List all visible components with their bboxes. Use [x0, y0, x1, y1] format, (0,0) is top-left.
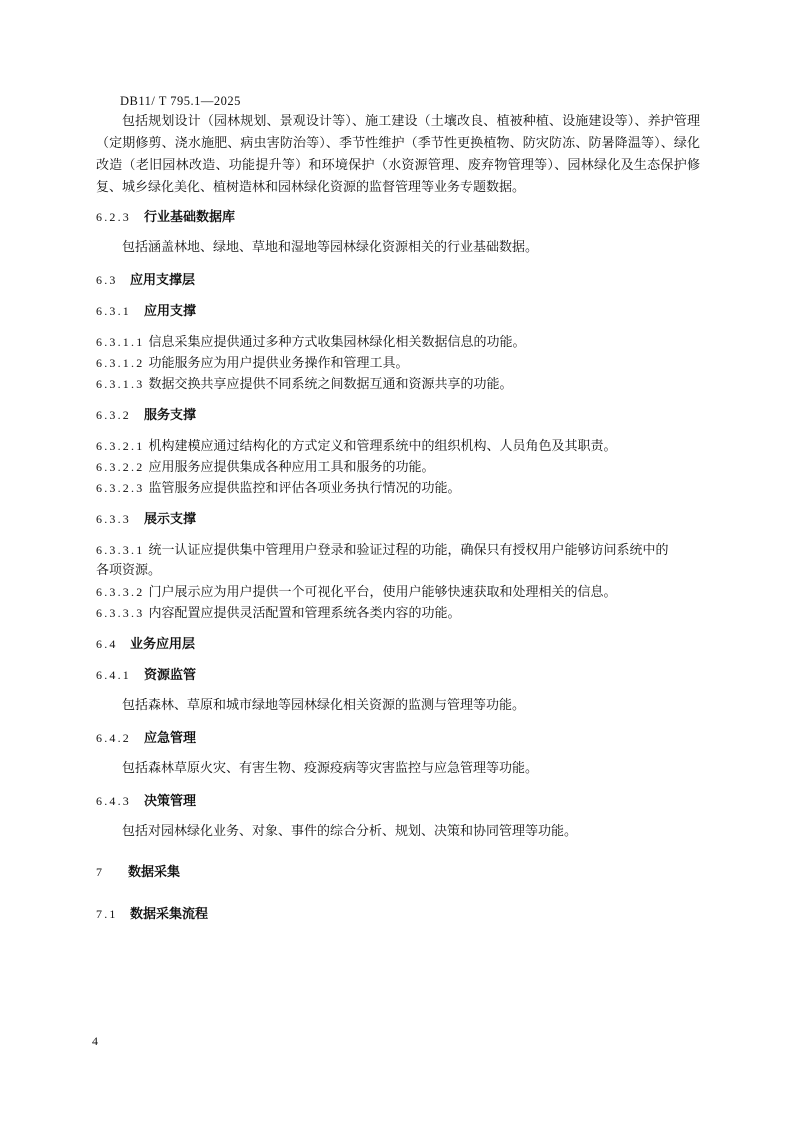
section-6-2-3-body: 包括涵盖林地、绿地、草地和湿地等园林绿化资源相关的行业基础数据。 — [122, 240, 539, 255]
clause-text: 应用服务应提供集成各种应用工具和服务的功能。 — [148, 460, 435, 475]
section-title: 数据采集流程 — [130, 907, 209, 922]
section-6-4-1-heading — [96, 664, 196, 687]
clause-text: 数据交换共享应提供不同系统之间数据互通和资源共享的功能。 — [148, 377, 513, 392]
clause-6-3-3-1-continuation: 各项资源。 — [96, 563, 162, 578]
clause-number: 6.3.1.3 — [96, 377, 145, 391]
section-number: 6.4.1 — [96, 668, 131, 682]
clause-6-3-1-2 — [96, 352, 706, 375]
clause-number: 6.3.1.1 — [96, 335, 145, 349]
section-number: 6.4.3 — [96, 794, 131, 808]
standard-code: DB11/ T 795.1—2025 — [120, 94, 241, 108]
clause-6-3-1-3 — [96, 373, 706, 396]
section-number: 6.3.3 — [96, 512, 131, 526]
section-number: 7.1 — [96, 907, 118, 921]
section-6-4-2-body: 包括森林草原火灾、有害生物、疫源疫病等灾害监控与应急管理等功能。 — [122, 761, 539, 776]
section-title: 应急管理 — [144, 731, 197, 746]
clause-6-3-3-2 — [96, 581, 706, 604]
clause-text: 内容配置应提供灵活配置和管理系统各类内容的功能。 — [148, 606, 461, 621]
section-6-3-2-heading — [96, 404, 196, 427]
clause-6-3-3-1 — [96, 539, 706, 562]
clause-number: 6.3.3.2 — [96, 585, 145, 599]
clause-6-3-1-1 — [96, 331, 706, 354]
section-6-4-1-body: 包括森林、草原和城市绿地等园林绿化相关资源的监测与管理等功能。 — [122, 698, 526, 713]
clause-number: 6.3.3.1 — [96, 543, 145, 557]
section-6-4-2-heading — [96, 727, 196, 750]
clause-text: 统一认证应提供集中管理用户登录和验证过程的功能，确保只有授权用户能够访问系统中的 — [148, 543, 669, 558]
clause-text: 功能服务应为用户提供业务操作和管理工具。 — [148, 356, 409, 371]
clause-number: 6.3.1.2 — [96, 356, 145, 370]
section-number: 6.4.2 — [96, 731, 131, 745]
section-number: 6.4 — [96, 637, 118, 651]
section-title: 业务应用层 — [130, 637, 196, 652]
section-7-heading — [96, 861, 180, 884]
section-title: 服务支撑 — [144, 408, 197, 423]
section-6-4-heading — [96, 633, 195, 656]
section-title: 行业基础数据库 — [144, 210, 236, 225]
clause-text: 门户展示应为用户提供一个可视化平台，使用户能够快速获取和处理相关的信息。 — [148, 585, 617, 600]
section-number: 6.3 — [96, 273, 118, 287]
clause-6-3-3-3 — [96, 602, 706, 625]
section-number: 7 — [96, 865, 105, 879]
section-6-4-3-body: 包括对园林绿化业务、对象、事件的综合分析、规划、决策和协同管理等功能。 — [122, 824, 578, 839]
section-number: 6.3.2 — [96, 408, 131, 422]
clause-number: 6.3.2.2 — [96, 460, 145, 474]
section-title: 决策管理 — [144, 794, 197, 809]
section-6-3-1-heading — [96, 300, 196, 323]
intro-paragraph: 包括规划设计（园林规划、景观设计等）、施工建设（土壤改良、植被种植、设施建设等）、养护管理（定期修剪、浇水施肥、病虫害防治等）、季节性维护（季节性更换植物、防灾防冻、防暑降温等）、绿化改造（老旧园林改造、功能提升等）和环境保护（水资源管理、废弃物管理等）、园林绿化及生态保护修复、城乡绿化美化、植树造林和园林绿化资源的监督管理等业务专题数据。 — [96, 114, 700, 195]
page-number: 4 — [92, 1034, 98, 1048]
clause-6-3-2-1 — [96, 435, 706, 458]
section-6-3-heading — [96, 269, 195, 292]
clause-number: 6.3.2.3 — [96, 481, 145, 495]
section-6-2-3-heading — [96, 206, 235, 229]
clause-text: 信息采集应提供通过多种方式收集园林绿化相关数据信息的功能。 — [148, 335, 526, 350]
clause-text: 监管服务应提供监控和评估各项业务执行情况的功能。 — [148, 481, 461, 496]
section-number: 6.3.1 — [96, 304, 131, 318]
section-title: 应用支撑 — [144, 304, 197, 319]
section-title: 数据采集 — [128, 865, 181, 880]
clause-text: 机构建模应通过结构化的方式定义和管理系统中的组织机构、人员角色及其职责。 — [148, 439, 617, 454]
section-title: 展示支撑 — [144, 512, 197, 527]
section-6-3-3-heading — [96, 508, 196, 531]
clause-number: 6.3.3.3 — [96, 606, 145, 620]
clause-6-3-2-2 — [96, 456, 706, 479]
section-title: 资源监管 — [144, 668, 197, 683]
section-7-1-heading — [96, 903, 208, 926]
section-6-4-3-heading — [96, 790, 196, 813]
section-number: 6.2.3 — [96, 210, 131, 224]
clause-number: 6.3.2.1 — [96, 439, 145, 453]
section-title: 应用支撑层 — [130, 273, 196, 288]
clause-6-3-2-3 — [96, 477, 706, 500]
